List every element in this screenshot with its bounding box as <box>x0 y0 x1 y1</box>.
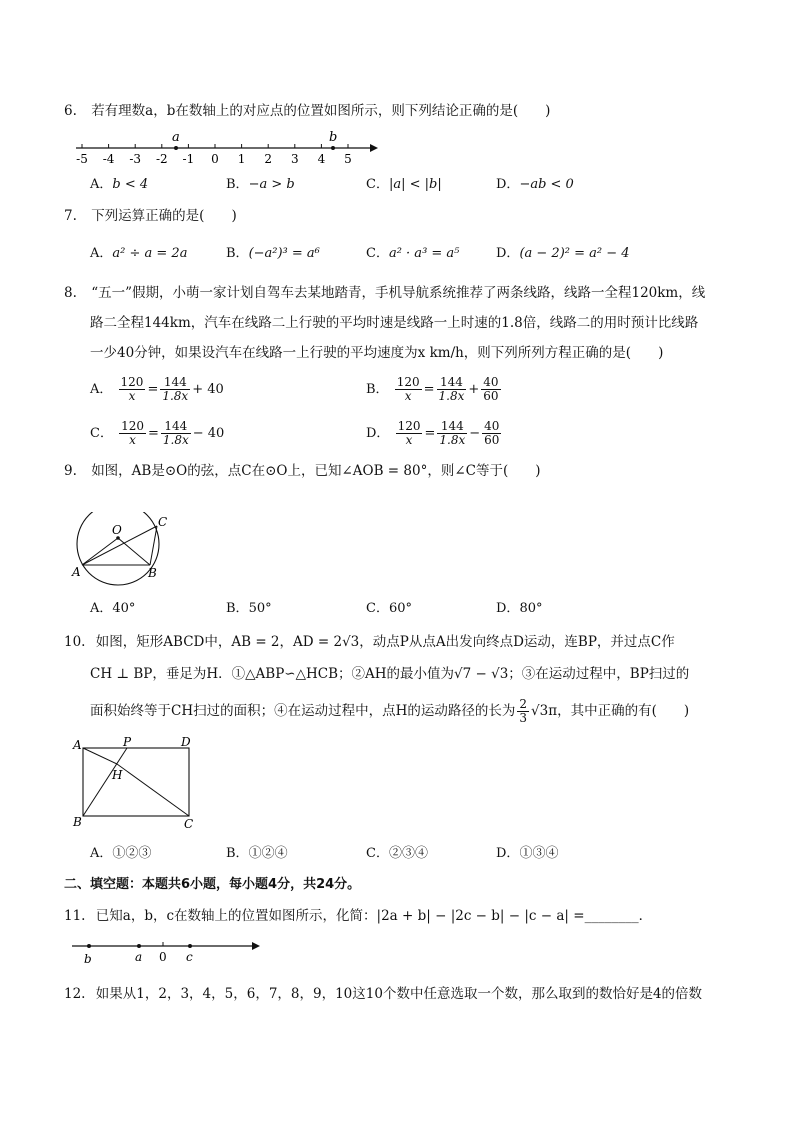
q10-label-A: A <box>73 738 82 752</box>
q10-line-3: 面积始终等于CH扫过的面积；④在运动过程中，点H的运动路径的长为 $\frac{2}{3}$ √3π，其中正确的有( ) <box>90 697 690 725</box>
q9-option-d[interactable]: D．80° <box>496 601 543 616</box>
q8c-frac-1: $\frac{120}{x}$ <box>121 419 144 447</box>
q11-point-b <box>87 944 91 948</box>
q11-number-line <box>68 936 268 970</box>
q10-option-d[interactable]: D．①③④ <box>496 846 559 861</box>
q8-option-a[interactable]: A． $\frac{120}{x}$ = $\frac{144}{1.8x}$ + 40 <box>90 375 224 403</box>
q11-point-a <box>137 944 141 948</box>
q11-label-c: c <box>186 950 193 964</box>
q6-option-d[interactable]: D．−ab < 0 <box>496 177 574 192</box>
q8d-frac-2: $\frac{144}{1.8x}$ <box>439 419 466 447</box>
q11-label-a: a <box>135 950 143 964</box>
q10-label-C: C <box>184 817 194 831</box>
q6-tick-label: 4 <box>317 152 326 166</box>
q6-stem <box>64 102 550 120</box>
q8-option-c[interactable]: C． $\frac{120}{x}$ = $\frac{144}{1.8x}$ − 40 <box>90 419 225 447</box>
q8-option-d[interactable]: D． $\frac{120}{x}$ = $\frac{144}{1.8x}$ − $\frac{40}{60}$ <box>366 419 500 447</box>
q11-label-b: b <box>84 952 92 966</box>
q8d-frac-3: $\frac{40}{60}$ <box>484 419 500 447</box>
q6-point-b <box>331 146 335 150</box>
q9-seg-OB <box>118 538 150 565</box>
q6-tick-label: 5 <box>344 152 352 166</box>
q6-tick-label: 3 <box>290 152 299 166</box>
q10-frac-two-thirds: $\frac{2}{3}$ <box>519 697 528 725</box>
q9-option-a[interactable]: A．40° <box>90 601 136 616</box>
q6-tick-label: -4 <box>102 152 115 166</box>
q8b-frac-2: $\frac{144}{1.8x}$ <box>438 375 465 403</box>
q6-stem-text: 若有理数a，b在数轴上的对应点的位置如图所示，则下列结论正确的是( ) <box>91 103 551 119</box>
q6-tick-label: 1 <box>237 152 246 166</box>
q12-number: 12. <box>64 986 86 1002</box>
q10-label-P: P <box>123 735 132 749</box>
q6-tick-label: 2 <box>264 152 273 166</box>
q8-line-1: 8. “五一”假期，小萌一家计划自驾车去某地踏青，手机导航系统推荐了两条线路，线路一全程120km，线 <box>64 285 706 301</box>
q6-option-b[interactable]: B．−a > b <box>226 177 295 192</box>
q10-rectangle-figure <box>68 734 208 834</box>
q11-point-c <box>188 944 192 948</box>
q7-stem-text: 下列运算正确的是( ) <box>91 208 237 224</box>
q11-stem <box>64 907 652 925</box>
q8b-frac-3: $\frac{40}{60}$ <box>483 375 499 403</box>
q7-option-d[interactable]: D．(a − 2)² = a² − 4 <box>496 246 630 261</box>
q10-option-a[interactable]: A．①②③ <box>90 846 152 861</box>
q10-line-1: 10. 如图，矩形ABCD中，AB = 2，AD = 2√3，动点P从点A出发向终点D运动，连BP，并过点C作 <box>64 634 675 650</box>
q12-stem-text: 如果从1，2，3，4，5，6，7，8，9，10这10个数中任意选取一个数，那么取到的数恰好是4的倍数 <box>95 986 703 1002</box>
q6-label-b: b <box>329 130 338 145</box>
q7-number: 7. <box>64 208 77 224</box>
q6-tick-label: -1 <box>182 152 195 166</box>
q6-option-a[interactable]: A．b < 4 <box>90 177 149 192</box>
q8c-frac-2: $\frac{144}{1.8x}$ <box>162 419 189 447</box>
q8-line-3: 一少40分钟，如果设汽车在线路一上行驶的平均速度为x km/h，则下列所列方程正确的是( ) <box>90 345 664 361</box>
q6-number: 6. <box>64 103 77 119</box>
q8-number: 8. <box>64 285 77 301</box>
q6-label-a: a <box>172 130 180 145</box>
q10-label-H: H <box>112 768 123 782</box>
q10-rectangle <box>83 748 189 816</box>
q8-line-2: 路二全程144km，汽车在线路二上行驶的平均时速是线路一上时速的1.8倍，线路二的用时预计比线路 <box>90 315 699 331</box>
q8b-frac-1: $\frac{120}{x}$ <box>396 375 420 403</box>
q9-label-A: A <box>72 565 81 579</box>
q9-stem-text: 如图，AB是⊙O的弦，点C在⊙O上，已知∠AOB = 80°，则∠C等于( ) <box>91 463 541 479</box>
q9-number: 9. <box>64 463 77 479</box>
q8d-frac-1: $\frac{120}{x}$ <box>397 419 421 447</box>
q11-number: 11. <box>64 908 86 924</box>
q10-label-B: B <box>73 815 82 829</box>
q6-tick-label: -2 <box>155 152 168 166</box>
q8a-frac-2: $\frac{144}{1.8x}$ <box>162 375 189 403</box>
q9-seg-AO <box>82 538 118 565</box>
q7-option-b[interactable]: B．(−a²)³ = a⁶ <box>226 246 320 261</box>
q11-label-zero: 0 <box>159 950 167 964</box>
q10-seg-AH <box>83 748 117 764</box>
q9-option-b[interactable]: B．50° <box>226 601 272 616</box>
q8a-frac-1: $\frac{120}{x}$ <box>120 375 144 403</box>
q9-stem <box>64 462 541 480</box>
q9-label-C: C <box>158 515 168 529</box>
q6-tick-label: 0 <box>211 152 219 166</box>
q9-circle-figure <box>68 512 178 586</box>
q10-label-D: D <box>181 735 191 749</box>
q6-option-c[interactable]: C．|a| < |b| <box>366 177 442 192</box>
q9-option-c[interactable]: C．60° <box>366 601 412 616</box>
q7-stem <box>64 207 237 225</box>
q6-number-line <box>70 128 390 168</box>
q10-number: 10. <box>64 634 86 650</box>
q10-line-2: CH ⊥ BP，垂足为H．①△ABP∽△HCB；②AH的最小值为√7 − √3；③在运动过程中，BP扫过的 <box>90 666 690 682</box>
q6-tick-label: -5 <box>76 152 88 166</box>
q8-option-b[interactable]: B． $\frac{120}{x}$ = $\frac{144}{1.8x}$ + $\frac{40}{60}$ <box>366 375 499 403</box>
q9-label-B: B <box>148 566 157 580</box>
q10-option-c[interactable]: C．②③④ <box>366 846 428 861</box>
q11-axis-arrow <box>252 942 260 950</box>
q12-stem <box>64 985 702 1003</box>
q6-tick-label: -3 <box>129 152 142 166</box>
q7-option-c[interactable]: C．a² · a³ = a⁵ <box>366 246 460 261</box>
q7-option-a[interactable]: A．a² ÷ a = 2a <box>90 246 188 261</box>
q10-option-b[interactable]: B．①②④ <box>226 846 288 861</box>
q10-seg-HC <box>117 764 189 816</box>
q6-axis-arrow <box>370 144 378 152</box>
q11-stem-text: 已知a，b，c在数轴上的位置如图所示，化简：|2a + b| − |2c − b| − |c − a| =________． <box>95 908 653 924</box>
section-2-heading: 二、填空题：本题共6小题，每小题4分，共24分。 <box>64 877 361 892</box>
q9-label-O: O <box>112 523 122 537</box>
q6-point-a <box>174 146 178 150</box>
